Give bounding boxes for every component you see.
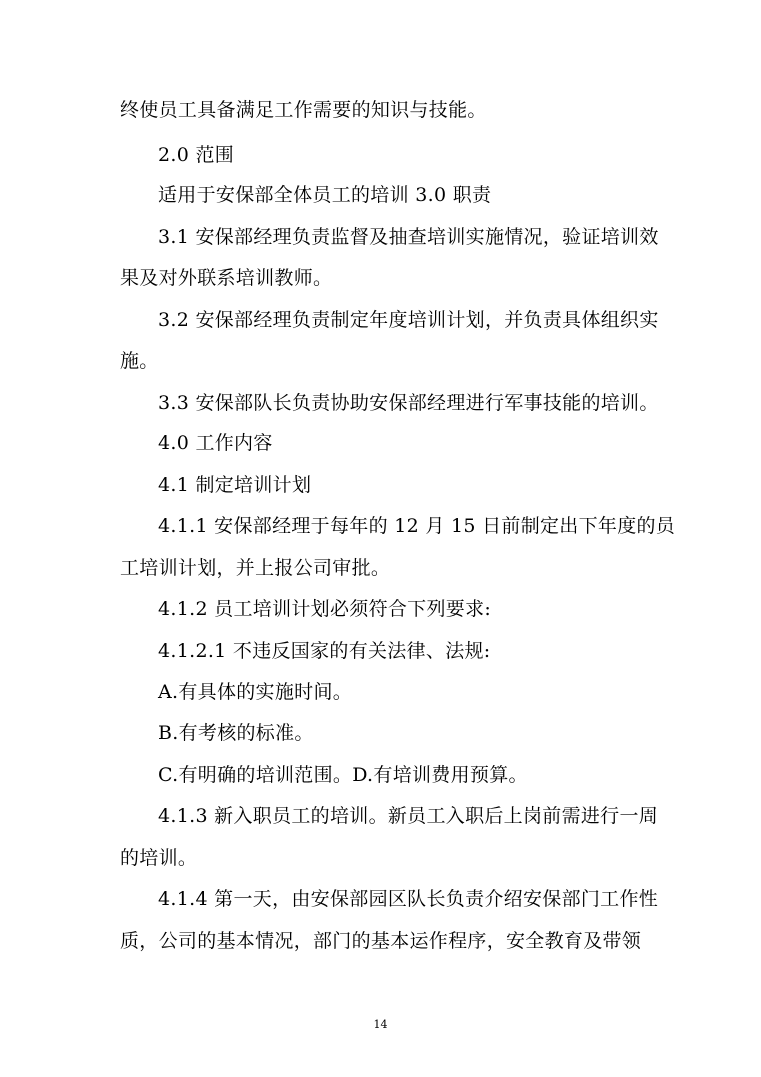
list-item-b: B.有考核的标准。 [158,722,314,744]
body-line-19: 的培训。 [120,847,198,869]
body-line-13: 4.1.2 员工培训计划必须符合下列要求: [158,598,492,620]
body-line-20: 4.1.4 第一天，由安保部园区队长负责介绍安保部门工作性 [158,888,659,910]
body-line-12: 工培训计划，并上报公司审批。 [120,557,391,579]
body-line-1: 终使员工具备满足工作需要的知识与技能。 [120,99,487,121]
list-item-c-d: C.有明确的培训范围。D.有培训费用预算。 [158,764,528,786]
list-item-a: A.有具体的实施时间。 [158,681,353,703]
section-heading-work-content: 4.0 工作内容 [158,432,273,454]
body-line-6: 3.2 安保部经理负责制定年度培训计划，并负责具体组织实 [158,309,659,331]
body-line-11: 4.1.1 安保部经理于每年的 12 月 15 日前制定出下年度的员 [158,515,676,537]
body-line-4: 3.1 安保部经理负责监督及抽查培训实施情况，验证培训效 [158,226,659,248]
body-line-8: 3.3 安保部队长负责协助安保部经理进行军事技能的培训。 [158,392,659,414]
body-line-5: 果及对外联系培训教师。 [120,267,333,289]
body-line-21: 质，公司的基本情况，部门的基本运作程序，安全教育及带领 [120,930,642,952]
section-heading-scope: 2.0 范围 [158,144,235,166]
page-number: 14 [373,1018,388,1031]
body-line-18: 4.1.3 新入职员工的培训。新员工入职后上岗前需进行一周 [158,805,659,827]
body-line-3: 适用于安保部全体员工的培训 3.0 职责 [158,184,492,206]
subsection-heading-plan: 4.1 制定培训计划 [158,474,312,496]
body-line-14: 4.1.2.1 不违反国家的有关法律、法规: [158,640,491,662]
body-line-7: 施。 [120,350,159,372]
